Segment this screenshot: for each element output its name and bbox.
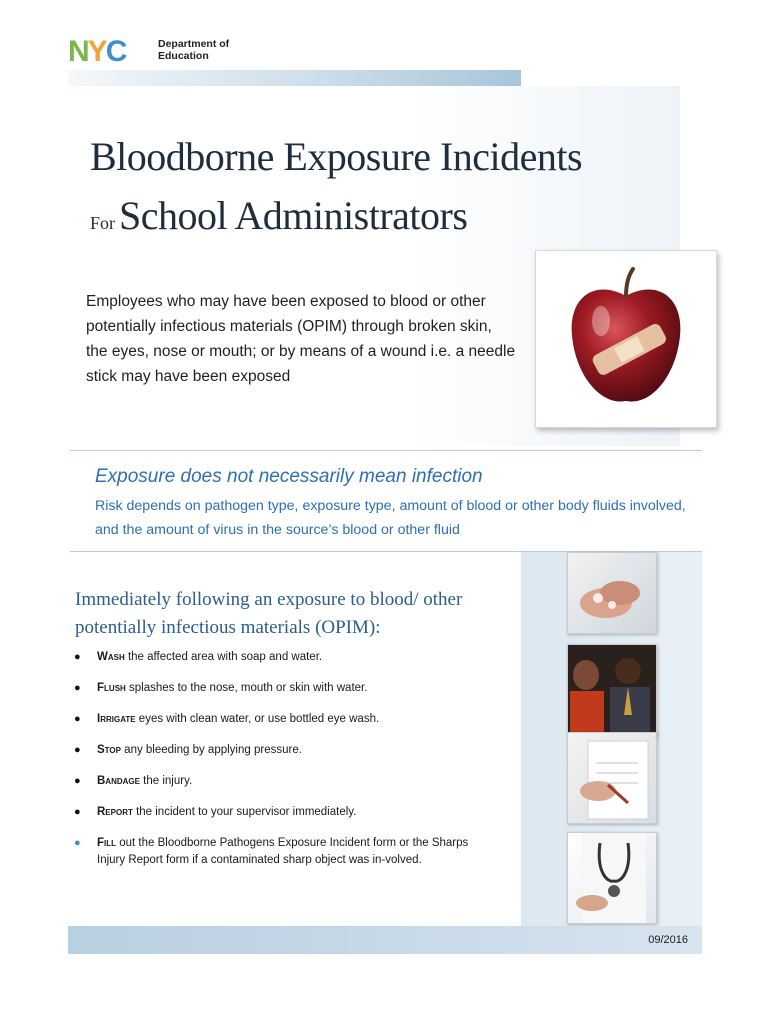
steps-heading: Immediately following an exposure to blood/ other potentially infectious materials (OPIM): (75, 589, 463, 638)
footer-date: 09/2016 (648, 934, 688, 946)
doctor-stethoscope-photo (567, 832, 657, 924)
bandaged-apple-photo (535, 250, 717, 428)
hand-washing-photo (567, 552, 657, 634)
page-title: Bloodborne Exposure Incidents (90, 134, 583, 179)
step-keyword: Report (97, 806, 133, 818)
bullet-icon: ● (74, 682, 81, 694)
bullet-icon: ● (74, 744, 81, 756)
bullet-icon: ● (74, 651, 81, 663)
logo-letter-y: Y (87, 35, 106, 68)
bullet-icon: ● (74, 806, 81, 818)
step-text: out the Bloodborne Pathogens Exposure Incident form or the Sharps Injury Report form if a contaminated sharp object was in-volved. (97, 837, 469, 866)
step-keyword: Stop (97, 744, 121, 756)
intro-paragraph: Employees who may have been exposed to blood or other potentially infectious materials (OPIM) through broken skin, the eyes, nose or mouth; or by means of a wound i.e. a needle stick may have been exposed (86, 293, 516, 385)
subtitle-for-word: For (90, 213, 116, 233)
logo-letter-c: C (105, 35, 126, 68)
step-keyword: Irrigate (97, 713, 136, 725)
list-item (70, 835, 480, 869)
subtitle-main: School Administrators (119, 193, 468, 238)
list-item (70, 804, 480, 821)
list-item (70, 680, 480, 697)
photo-strip (521, 552, 702, 926)
step-text: any bleeding by applying pressure. (120, 744, 302, 756)
step-text: splashes to the nose, mouth or skin with water. (125, 682, 368, 694)
list-item (70, 742, 480, 759)
steps-list (70, 649, 480, 883)
step-text: the incident to your supervisor immediately. (132, 806, 357, 818)
list-item (70, 649, 480, 666)
logo-letters (68, 36, 125, 68)
people-talking-photo (567, 644, 657, 736)
logo-line-1: Department of (158, 38, 230, 50)
nyc-doe-logo (68, 36, 238, 70)
step-keyword: Fill (97, 837, 117, 849)
list-item (70, 773, 480, 790)
logo-line-2: Education (158, 50, 209, 62)
list-item (70, 711, 480, 728)
signing-form-photo (567, 732, 657, 824)
step-text: the affected area with soap and water. (124, 651, 323, 663)
step-keyword: Wash (97, 651, 125, 663)
header-bar (68, 70, 521, 86)
exposure-heading: Exposure does not necessarily mean infection (95, 466, 483, 487)
step-keyword: Flush (97, 682, 126, 694)
bullet-icon: ● (74, 775, 81, 787)
bullet-icon: ● (74, 837, 81, 849)
divider-top (70, 450, 702, 451)
logo-text (158, 38, 229, 62)
exposure-body: Risk depends on pathogen type, exposure type, amount of blood or other body fluids involved, and the amount of virus in the source’s blood or other fluid (95, 498, 686, 538)
logo-letter-n: N (68, 35, 88, 68)
page-subtitle (90, 192, 467, 239)
footer-bar (68, 926, 702, 954)
step-text: the injury. (139, 775, 193, 787)
bullet-icon: ● (74, 713, 81, 725)
step-text: eyes with clean water, or use bottled eye wash. (135, 713, 380, 725)
step-keyword: Bandage (97, 775, 140, 787)
